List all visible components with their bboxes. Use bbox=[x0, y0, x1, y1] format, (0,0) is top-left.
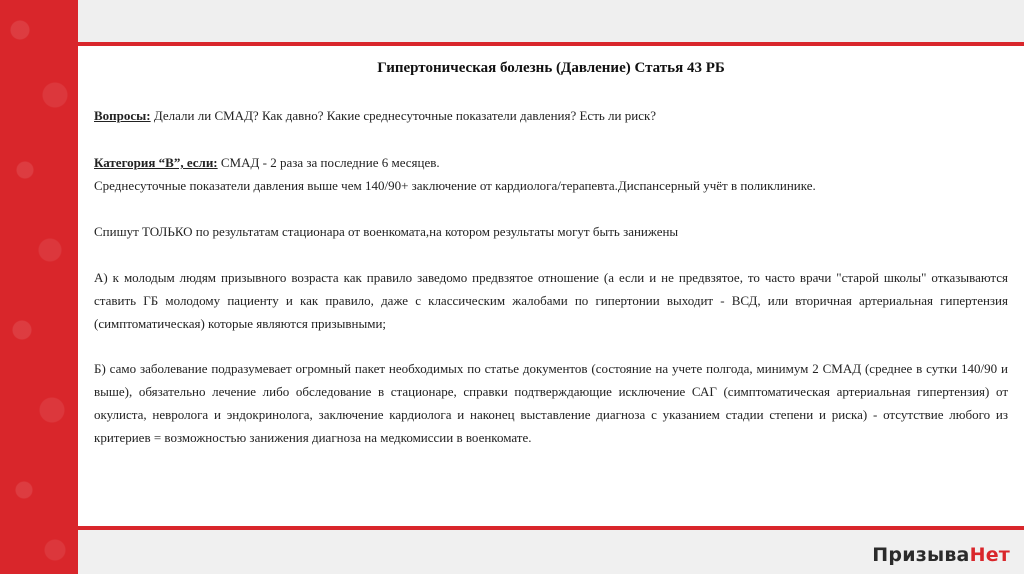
category-line2: Среднесуточные показатели давления выше чем 140/90+ заключение от кардиолога/терапевта.Диспансерный учёт в поликлинике. bbox=[94, 178, 816, 193]
questions-paragraph bbox=[94, 104, 1008, 127]
logo-part1: Призыва bbox=[872, 544, 970, 566]
footer-band bbox=[78, 530, 1024, 574]
stationary-note: Спишут ТОЛЬКО по результатам стационара от военкомата,на котором результаты могут быть занижены bbox=[94, 224, 679, 239]
questions-label: Вопросы: bbox=[94, 108, 151, 123]
decorative-side-band bbox=[0, 0, 78, 574]
point-a: А) к молодым людям призывного возраста как правило заведомо предвзятое отношение (а если и не предвзятое, то часто врачи "старой школы" отказываются ставить ГБ молодому пациенту и как правило, даже с классическим жалобами по гипертонии выходит - ВСД, или вторичная артериальная гипертензия (симптоматическая) которые являются призывными; bbox=[94, 270, 1008, 331]
category-label: Категория “В”, если: bbox=[94, 155, 218, 170]
questions-text: Делали ли СМАД? Как давно? Какие среднесуточные показатели давления? Есть ли риск? bbox=[150, 108, 657, 123]
point-b: Б) само заболевание подразумевает огромный пакет необходимых по статье документов (состояние на учете полгода, минимум 2 СМАД (среднее в сутки 140/90 и выше), обязательно лечение либо обследование в стационаре, справки подтверждающие исключение САГ (симптоматическая артериальная гипертензия) от окулиста, невролога и эндокринолога, заключение кардиолога и наконец выставление диагноза с указанием стадии степени и риска) - отсутствие любого из критериев = возможностью занижения диагноза на медкомиссии в военкомате. bbox=[94, 361, 1008, 445]
logo-part2: Нет bbox=[969, 544, 1010, 566]
category-text: СМАД - 2 раза за последние 6 месяцев. bbox=[217, 155, 440, 170]
top-band bbox=[78, 0, 1024, 42]
slide-content bbox=[78, 46, 1024, 526]
prizyvanet-logo bbox=[872, 544, 1010, 566]
category-paragraph bbox=[94, 151, 1008, 197]
slide-title: Гипертоническая болезнь (Давление) Статья 43 РБ bbox=[377, 60, 725, 76]
